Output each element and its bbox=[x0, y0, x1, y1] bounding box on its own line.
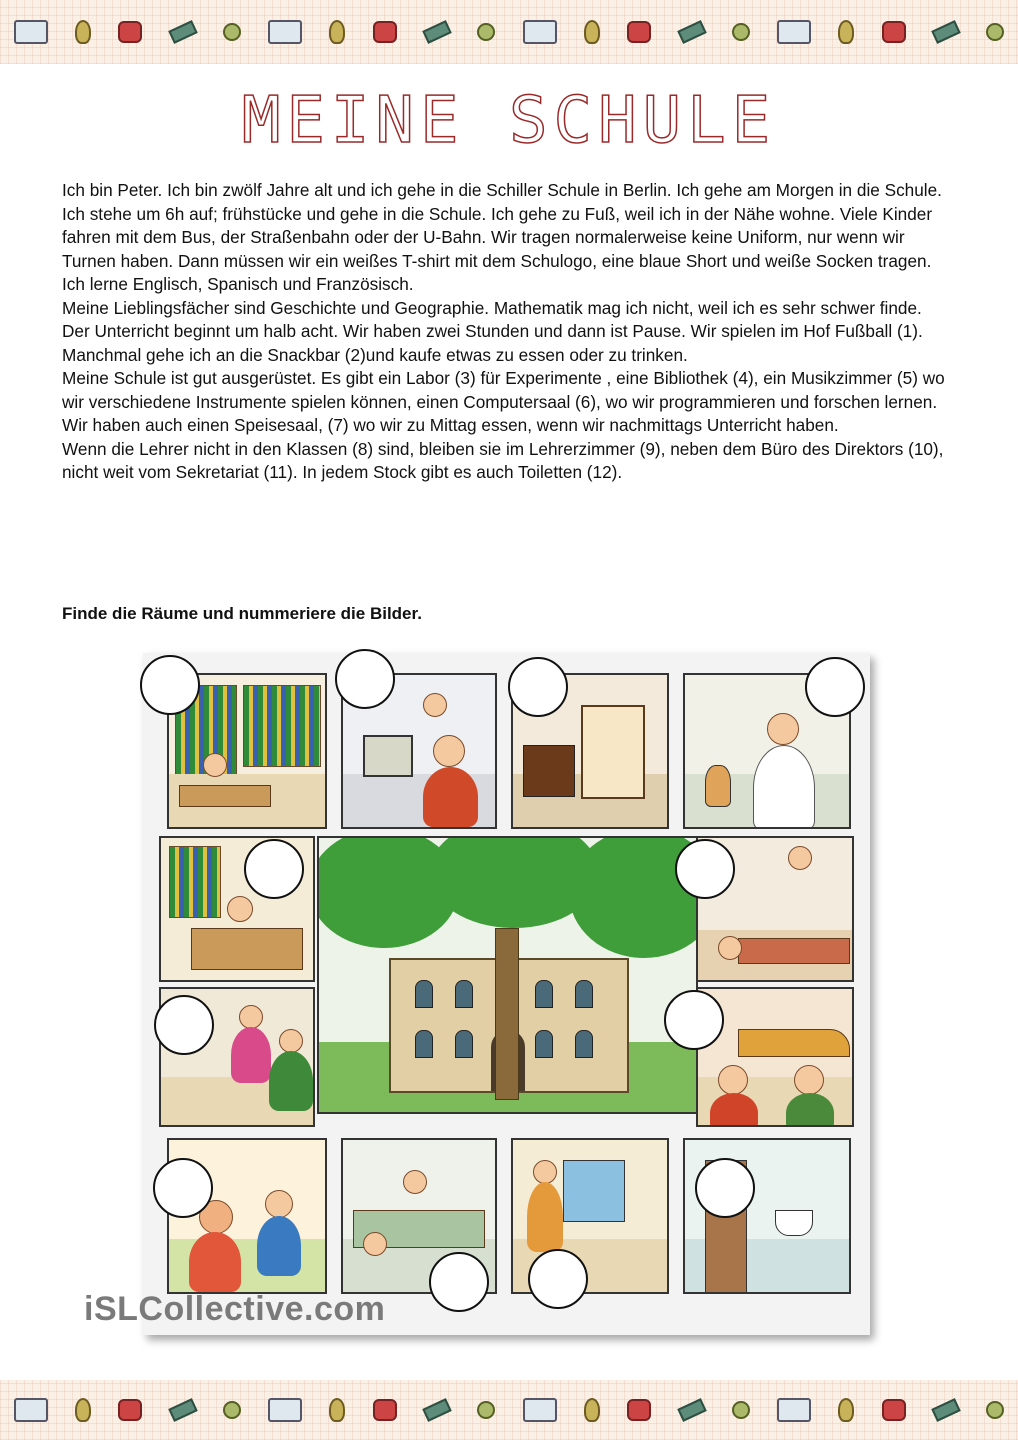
gear-icon bbox=[732, 23, 750, 41]
school-building-picture bbox=[317, 836, 698, 1114]
page-title: MEINE SCHULE bbox=[241, 84, 777, 158]
monitor-icon bbox=[777, 1398, 811, 1422]
school-bag-icon bbox=[627, 21, 651, 43]
gear-icon bbox=[986, 23, 1004, 41]
school-bag-icon bbox=[882, 21, 906, 43]
school-bag-icon bbox=[627, 1399, 651, 1421]
lightbulb-icon bbox=[584, 1398, 600, 1422]
answer-circle[interactable] bbox=[664, 990, 724, 1050]
answer-circle[interactable] bbox=[244, 839, 304, 899]
pencil-icon bbox=[677, 20, 706, 44]
pencil-icon bbox=[168, 1398, 197, 1422]
school-bag-icon bbox=[118, 21, 142, 43]
pencil-icon bbox=[677, 1398, 706, 1422]
pencil-icon bbox=[168, 20, 197, 44]
answer-circle[interactable] bbox=[140, 655, 200, 715]
monitor-icon bbox=[268, 1398, 302, 1422]
school-bag-icon bbox=[373, 1399, 397, 1421]
pencil-icon bbox=[931, 20, 960, 44]
school-rooms-illustration bbox=[143, 653, 870, 1335]
answer-circle[interactable] bbox=[508, 657, 568, 717]
gear-icon bbox=[477, 23, 495, 41]
monitor-icon bbox=[14, 20, 48, 44]
gear-icon bbox=[986, 1401, 1004, 1419]
answer-circle[interactable] bbox=[675, 839, 735, 899]
lightbulb-icon bbox=[75, 1398, 91, 1422]
school-bag-icon bbox=[373, 21, 397, 43]
lightbulb-icon bbox=[329, 20, 345, 44]
top-decorative-border bbox=[0, 0, 1018, 64]
paragraph-facilities: Meine Schule ist gut ausgerüstet. Es gibt ein Labor (3) für Experimente , eine Bibliothek (4), ein Musikzimmer (5) wo wir verschiedene Instrumente spielen können, einen Computersaal (6), wo wir programmieren und forschen lernen. Wir haben auch einen Speisesaal, (7) wo wir zu Mittag essen, wenn wir nachmittags Unterricht haben. bbox=[62, 368, 945, 435]
monitor-icon bbox=[14, 1398, 48, 1422]
pencil-icon bbox=[422, 1398, 451, 1422]
paragraph-languages: Ich lerne Englisch, Spanisch und Französisch. bbox=[62, 274, 414, 294]
lightbulb-icon bbox=[75, 20, 91, 44]
gear-icon bbox=[477, 1401, 495, 1419]
monitor-icon bbox=[523, 20, 557, 44]
answer-circle[interactable] bbox=[335, 649, 395, 709]
paragraph-favorite-subjects: Meine Lieblingsfächer sind Geschichte und Geographie. Mathematik mag ich nicht, weil ich es sehr schwer finde. bbox=[62, 297, 922, 318]
paragraph-schedule: Der Unterricht beginnt um halb acht. Wir haben zwei Stunden und dann ist Pause. Wir spielen im Hof Fußball (1). Manchmal gehe ich an die Snackbar (2)und kaufe etwas zu essen oder zu trinken. bbox=[62, 321, 923, 365]
gear-icon bbox=[732, 1401, 750, 1419]
paragraph-teachers: Wenn die Lehrer nicht in den Klassen (8) sind, bleiben sie im Lehrerzimmer (9), neben dem Büro des Direktors (10), nicht weit vom Sekretariat (11). In jedem Stock gibt es auch Toiletten (12). bbox=[62, 438, 944, 482]
monitor-icon bbox=[268, 20, 302, 44]
answer-circle[interactable] bbox=[154, 995, 214, 1055]
school-bag-icon bbox=[882, 1399, 906, 1421]
exercise-instruction: Finde die Räume und nummeriere die Bilder. bbox=[62, 604, 422, 623]
answer-circle[interactable] bbox=[805, 657, 865, 717]
watermark: iSLCollective.com bbox=[84, 1290, 386, 1328]
school-bag-icon bbox=[118, 1399, 142, 1421]
bottom-decorative-border bbox=[0, 1380, 1018, 1440]
lightbulb-icon bbox=[838, 1398, 854, 1422]
pencil-icon bbox=[931, 1398, 960, 1422]
lightbulb-icon bbox=[584, 20, 600, 44]
answer-circle[interactable] bbox=[429, 1252, 489, 1312]
gear-icon bbox=[223, 1401, 241, 1419]
answer-circle[interactable] bbox=[695, 1158, 755, 1218]
toilets-picture bbox=[683, 1138, 851, 1294]
reading-text bbox=[62, 179, 962, 485]
monitor-icon bbox=[523, 1398, 557, 1422]
answer-circle[interactable] bbox=[153, 1158, 213, 1218]
paragraph-intro: Ich bin Peter. Ich bin zwölf Jahre alt und ich gehe in die Schiller Schule in Berlin. Ich gehe am Morgen in die Schule. Ich stehe um 6h auf; frühstücke und gehe in die Schule. Ich gehe zu Fuß, weil ich in der Nähe wohne. Viele Kinder fahren mit dem Bus, der Straßenbahn oder der U-Bahn. Wir tragen normalerweise keine Uniform, nur wenn wir Turnen haben. Dann müssen wir ein weißes T-shirt mit dem Schulogo, eine blaue Short und weiße Socken tragen. bbox=[62, 180, 942, 271]
pencil-icon bbox=[422, 20, 451, 44]
gear-icon bbox=[223, 23, 241, 41]
monitor-icon bbox=[777, 20, 811, 44]
answer-circle[interactable] bbox=[528, 1249, 588, 1309]
lightbulb-icon bbox=[329, 1398, 345, 1422]
lightbulb-icon bbox=[838, 20, 854, 44]
